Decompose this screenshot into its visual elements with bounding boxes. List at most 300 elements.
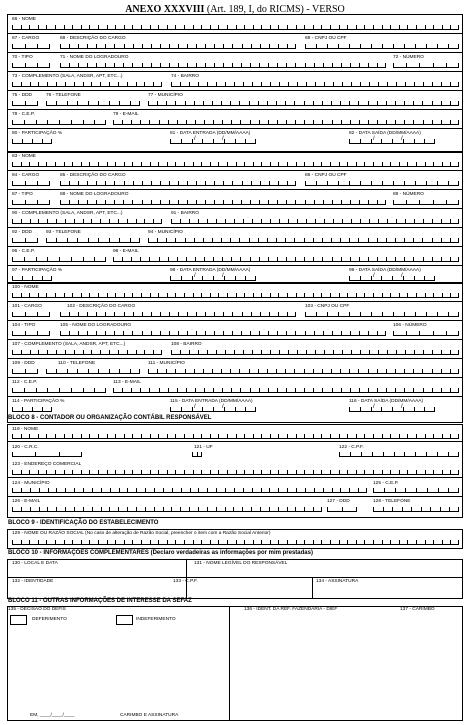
cell-divider [249,238,250,242]
bloco9-title: BLOCO 9 - IDENTIFICAÇÃO DO ESTABELECIMENTO [8,520,159,526]
cell-divider [239,101,240,105]
cell-divider [227,293,228,297]
field-input[interactable] [12,257,106,262]
cell-divider [83,219,84,223]
cell-divider [252,488,253,492]
field-input[interactable] [60,44,296,49]
divider [8,33,462,34]
cell-divider [12,120,13,124]
cell-divider [65,350,66,354]
cell-divider [51,407,52,411]
cell-divider [327,312,328,316]
cell-divider [37,44,38,48]
field-input[interactable] [60,181,296,186]
cell-divider [46,238,47,242]
cell-divider [132,162,133,166]
field-input[interactable] [393,331,459,336]
field-125-input[interactable] [373,488,459,493]
cell-divider [438,488,439,492]
cell-divider [333,350,334,354]
cell-divider [119,101,120,105]
cell-divider [203,101,204,105]
cell-divider [36,257,37,261]
field-123-input[interactable] [12,470,459,475]
cell-divider [201,452,202,456]
cell-divider [213,407,214,411]
cell-divider [332,488,333,492]
cell-divider [213,139,214,143]
cell-divider [77,101,78,105]
cell-divider [368,257,369,261]
cell-divider [287,312,288,316]
cell-divider [323,200,324,204]
cell-divider [295,312,296,316]
cell-divider [392,507,393,511]
cell-divider [223,312,224,316]
cell-divider [30,82,31,86]
cell-divider [316,312,317,316]
field-input[interactable] [46,369,140,374]
field-input[interactable] [60,63,386,68]
cell-divider [12,369,13,373]
cell-divider [295,200,296,204]
cell-divider [168,388,169,392]
cell-divider [411,507,412,511]
cell-divider [304,162,305,166]
cell-divider [207,488,208,492]
cell-divider [437,181,438,185]
field-input[interactable] [113,257,459,262]
field-119-input[interactable] [12,434,459,439]
cell-divider [426,44,427,48]
cell-divider [81,25,82,29]
indeferimento-checkbox[interactable] [116,615,133,625]
field-input[interactable] [12,312,50,317]
cell-divider [269,488,270,492]
cell-divider [395,388,396,392]
field-label: 67 - CARGO [12,36,40,41]
field-label: 78 - C.E.P. [12,112,35,117]
cell-divider [158,25,159,29]
cell-divider [331,369,332,373]
cell-divider [213,388,214,392]
cell-divider [141,470,142,474]
cell-divider [124,44,125,48]
cell-divider [297,82,298,86]
cell-divider [81,434,82,438]
cell-divider [285,238,286,242]
cell-divider [394,452,395,456]
field-label: 95 - C.E.P. [12,249,35,254]
bloco8-title: BLOCO 8 - CONTADOR OU ORGANIZAÇÃO CONTÁBIL RESPONSÁVEL [8,415,212,421]
cell-divider [399,434,400,438]
cell-divider [342,82,343,86]
field-122-input[interactable] [339,452,459,457]
cell-divider [21,488,22,492]
cell-divider [166,238,167,242]
cell-divider [296,162,297,166]
field-input[interactable] [148,101,459,106]
cell-divider [369,219,370,223]
field-input[interactable] [12,120,106,125]
cell-divider [364,434,365,438]
cell-divider [350,388,351,392]
cell-divider [234,488,235,492]
field-input[interactable] [12,407,52,412]
cell-divider [105,331,106,335]
cell-divider [233,507,234,511]
cell-divider [390,162,391,166]
field-121-input[interactable] [192,452,202,457]
cell-divider [287,162,288,166]
cell-divider [71,120,72,124]
cell-divider [425,470,426,474]
cell-divider [72,434,73,438]
cell-divider [458,219,459,223]
field-128-input[interactable] [373,507,459,512]
field-label: 72 - NÚMERO [393,55,424,60]
field-input[interactable] [12,350,162,355]
cell-divider [59,120,60,124]
cell-divider [142,44,143,48]
cell-divider [395,257,396,261]
cell-divider [203,369,204,373]
cell-divider [225,507,226,511]
cell-divider [151,44,152,48]
cell-divider [399,470,400,474]
cell-divider [32,407,33,411]
field-input[interactable] [113,120,459,125]
block-separator [8,151,462,153]
cell-divider [29,470,30,474]
cell-divider [98,470,99,474]
cell-divider [267,238,268,242]
cell-divider [450,257,451,261]
cell-divider [71,257,72,261]
cell-divider [385,200,386,204]
cell-divider [425,293,426,297]
field-input[interactable] [12,219,162,224]
cell-divider [404,369,405,373]
cell-divider [285,369,286,373]
cell-divider [441,219,442,223]
cell-divider [441,257,442,261]
cell-divider [287,540,288,544]
field-label: 116 - DATA SAÍDA (DD/MM/AAAA) [349,399,424,404]
cell-divider [232,331,233,335]
cell-divider [450,219,451,223]
cell-divider [180,219,181,223]
cell-divider [232,63,233,67]
field-input[interactable] [12,25,459,30]
cell-divider [458,293,459,297]
cell-divider [181,488,182,492]
divider [8,265,462,266]
cell-divider [64,434,65,438]
cell-divider [39,507,40,511]
field-input[interactable] [12,331,50,336]
cell-divider [105,257,106,261]
cell-divider [441,350,442,354]
cell-divider [201,293,202,297]
cell-divider [440,507,441,511]
cell-divider [296,470,297,474]
bloco10-note: (Declaro verdadeiras as informações por mim prestadas) [150,550,313,556]
divider [8,208,462,209]
cell-divider [160,200,161,204]
field-input[interactable] [12,82,162,87]
cell-divider [259,120,260,124]
cell-divider [386,388,387,392]
field-input[interactable] [12,238,38,243]
cell-divider [46,162,47,166]
cell-divider [184,25,185,29]
cell-divider [49,200,50,204]
cell-divider [92,507,93,511]
cell-divider [223,200,224,204]
cell-divider [130,101,131,105]
field-input[interactable] [12,63,50,68]
cell-divider [331,101,332,105]
cell-divider [339,434,340,438]
cell-divider [338,44,339,48]
cell-divider [216,488,217,492]
cell-divider [381,139,382,143]
field-input[interactable] [60,312,296,317]
date-input[interactable] [349,407,435,412]
cell-divider [358,369,359,373]
cell-divider [166,101,167,105]
field-input[interactable] [12,388,106,393]
cell-divider [133,181,134,185]
cell-divider [313,257,314,261]
cell-divider [207,350,208,354]
cell-divider [258,369,259,373]
date-input[interactable] [170,276,256,281]
field-input[interactable] [12,162,459,167]
cell-divider [78,312,79,316]
cell-divider [232,312,233,316]
cell-divider [250,63,251,67]
field-124-input[interactable] [12,488,367,493]
cell-divider [180,82,181,86]
cell-divider [458,331,459,335]
field-label: 85 - DESCRIÇÃO DO CARGO [60,173,126,178]
cell-divider [333,82,334,86]
field-input[interactable] [12,181,50,186]
cell-divider [359,120,360,124]
cell-divider [142,312,143,316]
cell-divider [69,200,70,204]
cell-divider [175,293,176,297]
cell-divider [259,388,260,392]
cell-divider [416,162,417,166]
cell-divider [161,350,162,354]
cell-divider [29,162,30,166]
cell-divider [216,219,217,223]
cell-divider [313,25,314,29]
field-120-input[interactable] [12,452,82,457]
cell-divider [109,350,110,354]
cell-divider [253,162,254,166]
field-input[interactable] [393,200,459,205]
cell-divider [270,350,271,354]
cell-divider [241,200,242,204]
cell-divider [288,82,289,86]
cell-divider [124,162,125,166]
cell-divider [341,120,342,124]
field-label: 80 - PARTICIPAÇÃO % [12,131,63,136]
divider [229,606,230,721]
cell-divider [377,200,378,204]
cell-divider [458,101,459,105]
cell-divider [342,219,343,223]
cell-divider [295,388,296,392]
cell-divider [22,276,23,280]
field-input[interactable] [12,44,50,49]
cell-divider [360,139,361,143]
cell-divider [232,181,233,185]
cell-divider [340,369,341,373]
field-input[interactable] [171,219,459,224]
date-separator: / [373,273,375,279]
cell-divider [360,219,361,223]
field-input[interactable] [12,139,52,144]
field-129-input[interactable] [12,540,459,545]
cell-divider [210,470,211,474]
field-input[interactable] [148,238,459,243]
cell-divider [12,470,13,474]
cell-divider [189,350,190,354]
cell-divider [442,540,443,544]
cell-divider [94,257,95,261]
field-input[interactable] [148,369,459,374]
deferimento-checkbox[interactable] [10,615,27,625]
cell-divider [65,219,66,223]
cell-divider [38,25,39,29]
cell-divider [78,331,79,335]
cell-divider [458,162,459,166]
cell-divider [132,434,133,438]
cell-divider [231,120,232,124]
field-input[interactable] [12,200,50,205]
cell-divider [236,162,237,166]
date-input[interactable] [170,139,256,144]
cell-divider [386,257,387,261]
field-input[interactable] [305,312,459,317]
cell-divider [148,238,149,242]
cell-divider [342,507,343,511]
cell-divider [260,312,261,316]
cell-divider [139,101,140,105]
field-input[interactable] [12,369,38,374]
divider [312,577,313,599]
field-input[interactable] [12,293,459,298]
field-input[interactable] [171,82,459,87]
cell-divider [295,120,296,124]
cell-divider [113,120,114,124]
cell-divider [98,25,99,29]
cell-divider [458,257,459,261]
field-label: 66 - NOME [12,17,36,22]
field-input[interactable] [60,200,386,205]
field-input[interactable] [46,238,140,243]
divider [8,496,462,497]
cell-divider [350,200,351,204]
field-input[interactable] [46,101,140,106]
field-127-input[interactable] [327,507,357,512]
indeferimento-label: INDEFERIMENTO [136,617,176,622]
cell-divider [227,434,228,438]
cell-divider [212,101,213,105]
cell-divider [47,350,48,354]
cell-divider [187,200,188,204]
cell-divider [25,200,26,204]
field-input[interactable] [12,276,52,281]
field-label: 83 - NOME [12,154,36,159]
cell-divider [373,540,374,544]
cell-divider [395,488,396,492]
date-input[interactable] [349,139,435,144]
cell-divider [424,407,425,411]
cell-divider [333,219,334,223]
field-input[interactable] [393,63,459,68]
cell-divider [450,25,451,29]
cell-divider [12,44,13,48]
field-126-input[interactable] [12,507,322,512]
date-input[interactable] [170,407,256,412]
cell-divider [109,82,110,86]
cell-divider [377,388,378,392]
cell-divider [87,200,88,204]
cell-divider [81,293,82,297]
cell-divider [141,540,142,544]
cell-divider [221,238,222,242]
cell-divider [141,25,142,29]
cell-divider [313,369,314,373]
cell-divider [124,25,125,29]
cell-divider [12,200,13,204]
cell-divider [316,181,317,185]
cell-divider [37,238,38,242]
cell-divider [434,407,435,411]
cell-divider [276,238,277,242]
cell-divider [194,101,195,105]
cell-divider [22,139,23,143]
cell-divider [305,181,306,185]
cell-divider [196,331,197,335]
field-input[interactable] [171,350,459,355]
cell-divider [414,139,415,143]
cell-divider [207,507,208,511]
divider [8,301,462,302]
field-input[interactable] [305,181,459,186]
date-input[interactable] [349,276,435,281]
cell-divider [434,276,435,280]
field-input[interactable] [113,388,459,393]
field-input[interactable] [12,101,38,106]
field-input[interactable] [60,331,386,336]
cell-divider [185,101,186,105]
field-input[interactable] [305,44,459,49]
cell-divider [56,488,57,492]
cell-divider [124,293,125,297]
cell-divider [12,101,13,105]
cell-divider [87,181,88,185]
cell-divider [249,101,250,105]
cell-divider [434,139,435,143]
cell-divider [91,219,92,223]
